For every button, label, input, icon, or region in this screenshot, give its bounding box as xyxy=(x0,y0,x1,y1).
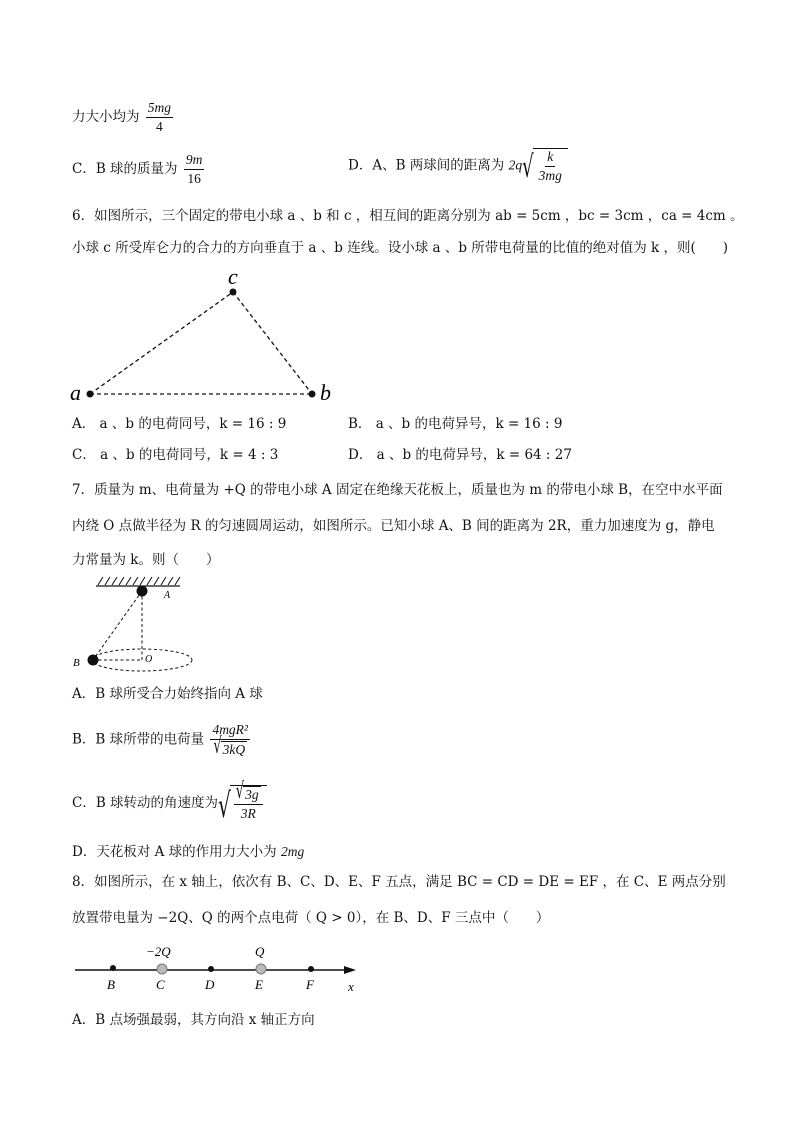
label-x: x xyxy=(348,979,354,994)
q7-option-d-text: D．天花板对 A 球的作用力大小为 xyxy=(72,844,277,860)
q8-stem-line2: 放置带电量为 −2Q、Q 的两个点电荷（ Q > 0），在 B、D、F 三点中（ ） xyxy=(72,910,550,926)
q7-option-b-fraction xyxy=(210,722,250,758)
q7-option-d xyxy=(72,842,304,862)
point-f xyxy=(308,966,314,972)
q6-option-a: A． a 、b 的电荷同号，k = 16 : 9 xyxy=(72,416,287,432)
fraction-numerator: k xyxy=(545,149,555,167)
q6-stem-line2: 小球 c 所受库仑力的合力的方向垂直于 a 、b 连线。设小球 a 、b 所带电荷量的比值的绝对值为 k ，则( ) xyxy=(72,240,729,256)
fraction-denominator: 3kQ xyxy=(222,742,246,757)
q7-stem-line2: 内绕 O 点做半径为 R 的匀速圆周运动，如图所示。已知小球 A、B 间的距离为 2R，重力加速度为 g，静电 xyxy=(72,518,715,534)
q8-option-a: A．B 点场强最弱，其方向沿 x 轴正方向 xyxy=(72,1012,315,1028)
q5-cont-text: 力大小均为 xyxy=(72,109,140,125)
q7-ceiling-figure xyxy=(73,572,200,672)
fraction-denominator: 16 xyxy=(187,171,201,186)
q7-option-a: A．B 球所受合力始终指向 A 球 xyxy=(72,686,263,702)
q7-option-b-text: B．B 球所带的电荷量 xyxy=(72,731,205,748)
ceiling-hatching xyxy=(98,577,180,585)
ab-line xyxy=(93,591,142,660)
label-E: E xyxy=(255,977,263,992)
charge-e xyxy=(256,964,266,974)
q6-option-d: D． a 、b 的电荷异号，k = 64 : 27 xyxy=(348,447,572,463)
label-c: c xyxy=(228,264,238,289)
sqrt-symbol: √ 3kQ xyxy=(213,734,246,760)
q5-option-c-text: C．B 球的质量为 xyxy=(72,161,178,177)
ac-dashed-line xyxy=(90,292,233,394)
fraction-numerator: 4mgR² xyxy=(210,722,250,740)
q6-stem-line1: 6．如图所示，三个固定的带电小球 a 、b 和 c ，相互间的距离分别为 ab = 5cm ，bc = 3cm ，ca = 4cm 。 xyxy=(72,208,744,224)
q5-option-d xyxy=(348,148,568,184)
label-A: A xyxy=(164,590,171,601)
fraction-denominator: 3mg xyxy=(538,168,562,183)
q8-axis-figure xyxy=(70,936,370,996)
point-b xyxy=(110,965,116,971)
q6-option-c: C． a 、b 的电荷同号，k = 4 : 3 xyxy=(72,447,279,463)
ball-a xyxy=(137,586,148,597)
point-d xyxy=(208,966,214,972)
q5-continuation xyxy=(72,100,175,135)
q5-option-d-fraction xyxy=(537,149,564,184)
q6-option-b: B． a 、b 的电荷异号，k = 16 : 9 xyxy=(348,416,563,432)
q5-option-c-fraction xyxy=(184,152,205,187)
fraction-denominator: 3R xyxy=(240,806,256,821)
label-a: a xyxy=(70,380,81,405)
charge-c xyxy=(157,964,167,974)
fraction-numerator: 5mg xyxy=(146,100,173,118)
label-B: B xyxy=(73,657,80,669)
q7-option-c xyxy=(72,779,267,826)
q5-option-d-coef: 2q xyxy=(508,157,523,173)
x-axis-arrow xyxy=(344,966,356,974)
q8-stem-line1: 8．如图所示，在 x 轴上，依次有 B、C、D、E、F 五点，满足 BC = CD = DE = EF ，在 C、E 两点分别 xyxy=(72,874,726,890)
q7-option-d-value: 2mg xyxy=(280,844,305,859)
charge-a-dot xyxy=(87,391,94,398)
label-O: O xyxy=(145,654,153,665)
charge-b-dot xyxy=(309,391,316,398)
q5-option-c xyxy=(72,152,206,187)
q7-stem-line1: 7．质量为 m、电荷量为 +Q 的带电小球 A 固定在绝缘天花板上，质量也为 m 的带电小球 B，在空中水平面 xyxy=(72,482,723,498)
sqrt-symbol: √ √ 3g 3R xyxy=(218,785,267,822)
label-F: F xyxy=(306,977,314,992)
label-b: b xyxy=(320,380,331,405)
sqrt-symbol: √ $\frac{k}{3mg}$ xyxy=(522,148,568,184)
bc-dashed-line xyxy=(233,292,312,394)
q7-option-c-text: C．B 球转动的角速度为 xyxy=(72,795,219,811)
ball-b xyxy=(88,655,99,666)
charge-c-dot xyxy=(230,289,237,296)
label-C: C xyxy=(156,977,165,992)
q7-option-c-fraction xyxy=(234,779,263,822)
fraction-numerator: 3g xyxy=(245,787,259,802)
q7-stem-line3: 力常量为 k。则（ ） xyxy=(72,552,220,568)
label-B: B xyxy=(107,977,115,992)
q7-option-b xyxy=(72,722,252,758)
charge-c-label: −2Q xyxy=(146,944,171,959)
fraction-denominator: 4 xyxy=(156,119,163,134)
sqrt-symbol: √ 3g xyxy=(235,779,259,805)
q5-cont-fraction xyxy=(146,100,173,135)
q5-option-d-text: D．A、B 两球间的距离为 xyxy=(348,157,505,174)
label-D: D xyxy=(205,977,215,992)
q6-triangle-figure xyxy=(60,262,350,407)
fraction-numerator: 9m xyxy=(184,152,205,170)
charge-e-label: Q xyxy=(255,944,265,959)
